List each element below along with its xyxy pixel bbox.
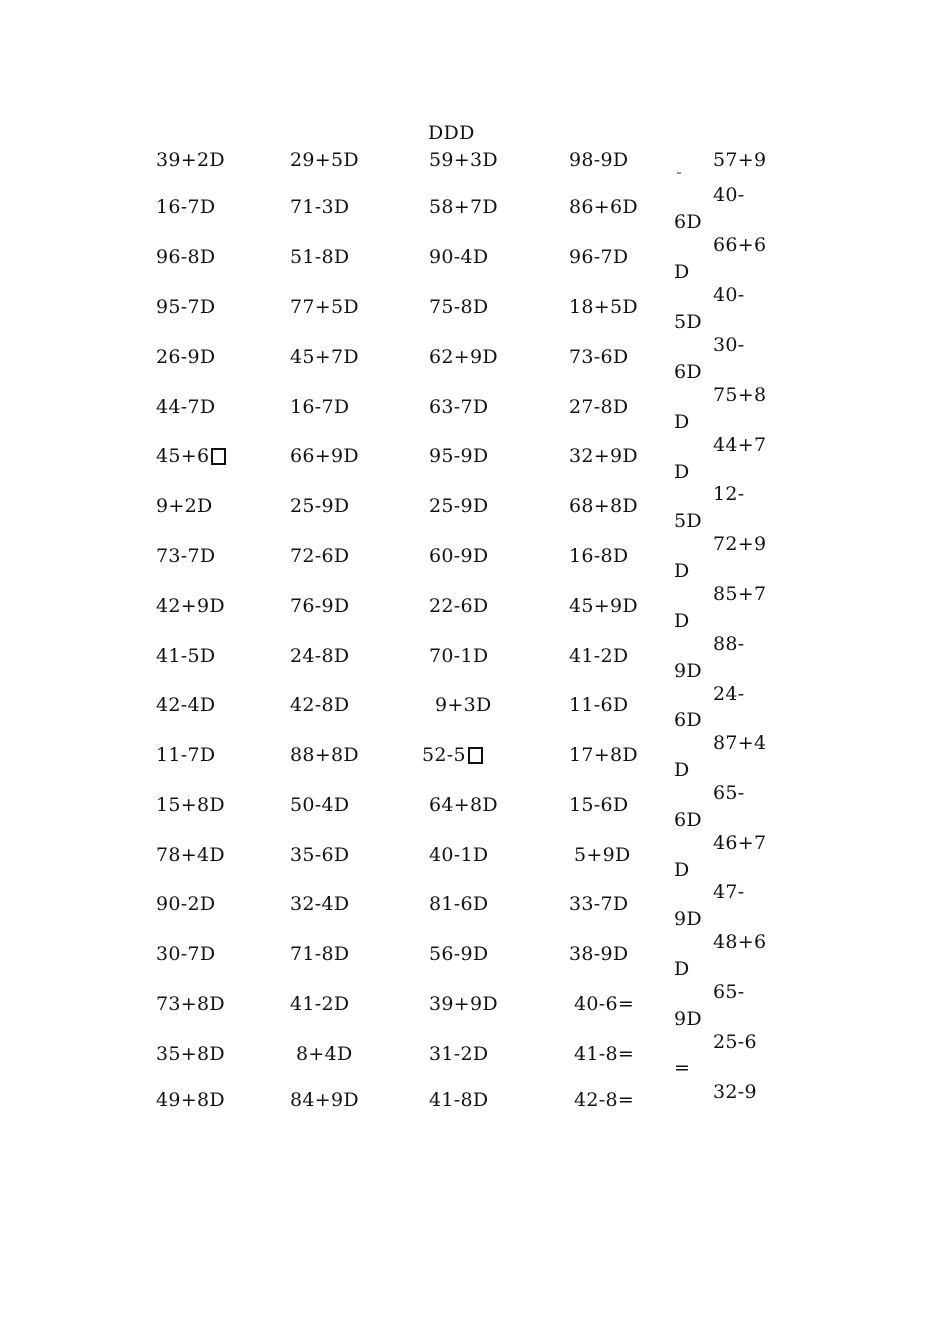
fragment-c5-r16: D <box>674 958 690 980</box>
problem-c4-r12: 11-6D <box>569 694 629 716</box>
problem-c2-r6: 16-7D <box>290 396 350 418</box>
problem-c6-r1: 57+9 <box>713 149 767 171</box>
problem-c2-r8: 25-9D <box>290 495 350 517</box>
problem-c2-r14: 50-4D <box>290 794 350 816</box>
fragment-c5-r5: D <box>674 411 690 433</box>
problem-c6-r11: 88- <box>713 633 745 655</box>
problem-c4-r6: 27-8D <box>569 396 629 418</box>
problem-c3-r10: 22-6D <box>429 595 489 617</box>
problem-c2-r16: 32-4D <box>290 893 350 915</box>
problem-c1-r5: 26-9D <box>156 346 216 368</box>
fragment-c5-r4: 6D <box>674 361 702 383</box>
problem-c2-r20: 84+9D <box>290 1089 359 1111</box>
problem-c3-r17: 56-9D <box>429 943 489 965</box>
problem-c3-r3: 90-4D <box>429 246 489 268</box>
problem-c1-r16: 90-2D <box>156 893 216 915</box>
problem-c2-r9: 72-6D <box>290 545 350 567</box>
problem-c2-r11: 24-8D <box>290 645 350 667</box>
fragment-c5-r6: D <box>674 461 690 483</box>
problem-c3-r11: 70-1D <box>429 645 489 667</box>
problem-c2-r12: 42-8D <box>290 694 350 716</box>
fragment-c5-r10: 9D <box>674 660 702 682</box>
problem-c1-r4: 95-7D <box>156 296 216 318</box>
problem-c3-r9: 60-9D <box>429 545 489 567</box>
problem-c6-r15: 46+7 <box>713 832 767 854</box>
problem-c3-r14: 64+8D <box>429 794 498 816</box>
fragment-c5-r7: 5D <box>674 510 702 532</box>
problem-c6-r7: 44+7 <box>713 434 767 456</box>
problem-c4-r17: 38-9D <box>569 943 629 965</box>
problem-c3-r7: 95-9D <box>429 445 489 467</box>
problem-c2-r2: 71-3D <box>290 196 350 218</box>
problem-c4-r15: 5+9D <box>574 844 631 866</box>
problem-c2-r7: 66+9D <box>290 445 359 467</box>
problem-c2-r15: 35-6D <box>290 844 350 866</box>
problem-c3-r18: 39+9D <box>429 993 498 1015</box>
problem-c6-r3: 66+6 <box>713 234 767 256</box>
problem-c1-r17: 30-7D <box>156 943 216 965</box>
worksheet-header: DDD <box>428 122 475 144</box>
problem-c3-r8: 25-9D <box>429 495 489 517</box>
fragment-c5-r1: 6D <box>674 211 702 233</box>
problem-c1-r7 <box>156 445 226 467</box>
problem-c1-r19: 35+8D <box>156 1043 225 1065</box>
problem-c4-r20: 42-8= <box>574 1089 635 1111</box>
problem-c1-r10: 42+9D <box>156 595 225 617</box>
problem-c1-r11: 41-5D <box>156 645 216 667</box>
problem-c2-r4: 77+5D <box>290 296 359 318</box>
problem-c4-r1: 98-9D <box>569 149 629 171</box>
problem-c2-r18: 41-2D <box>290 993 350 1015</box>
problem-c1-r9: 73-7D <box>156 545 216 567</box>
problem-c1-r15: 78+4D <box>156 844 225 866</box>
problem-c3-r2: 58+7D <box>429 196 498 218</box>
problem-c1-r3: 96-8D <box>156 246 216 268</box>
problem-c1-r20: 49+8D <box>156 1089 225 1111</box>
fragment-c5-r14: D <box>674 859 690 881</box>
answer-box-icon <box>468 747 483 764</box>
problem-c4-r14: 15-6D <box>569 794 629 816</box>
problem-c4-r4: 18+5D <box>569 296 638 318</box>
problem-c3-r15: 40-1D <box>429 844 489 866</box>
problem-c2-r3: 51-8D <box>290 246 350 268</box>
problem-c4-r2: 86+6D <box>569 196 638 218</box>
problem-c6-r5: 30- <box>713 334 745 356</box>
problem-c6-r8: 12- <box>713 483 745 505</box>
problem-c2-r13: 88+8D <box>290 744 359 766</box>
problem-c6-r20: 32-9 <box>713 1081 757 1103</box>
problem-c3-r20: 41-8D <box>429 1089 489 1111</box>
problem-c3-r1: 59+3D <box>429 149 498 171</box>
problem-c6-r4: 40- <box>713 284 745 306</box>
fragment-c5-r13: 6D <box>674 809 702 831</box>
problem-c2-r1: 29+5D <box>290 149 359 171</box>
problem-c6-r16: 47- <box>713 881 745 903</box>
fragment-c5-r15: 9D <box>674 908 702 930</box>
tick-mark: ˜ <box>676 171 682 185</box>
fragment-c5-r8: D <box>674 560 690 582</box>
problem-c4-r16: 33-7D <box>569 893 629 915</box>
problem-c3-r13 <box>422 744 483 766</box>
problem-c4-r5: 73-6D <box>569 346 629 368</box>
problem-c4-r7: 32+9D <box>569 445 638 467</box>
problem-c3-r4: 75-8D <box>429 296 489 318</box>
answer-box-icon <box>211 448 226 465</box>
problem-text: 52-5 <box>422 744 466 766</box>
fragment-c5-r12: D <box>674 759 690 781</box>
problem-c4-r3: 96-7D <box>569 246 629 268</box>
problem-c3-r5: 62+9D <box>429 346 498 368</box>
fragment-c5-r18: = <box>674 1057 691 1079</box>
problem-c6-r12: 24- <box>713 683 745 705</box>
problem-c2-r10: 76-9D <box>290 595 350 617</box>
problem-c4-r18: 40-6= <box>574 993 635 1015</box>
fragment-c5-r9: D <box>674 610 690 632</box>
problem-c6-r10: 85+7 <box>713 583 767 605</box>
fragment-c5-r17: 9D <box>674 1008 702 1030</box>
problem-c1-r12: 42-4D <box>156 694 216 716</box>
fragment-c5-r3: 5D <box>674 311 702 333</box>
problem-c6-r14: 65- <box>713 782 745 804</box>
problem-c6-r17: 48+6 <box>713 931 767 953</box>
problem-c6-r18: 65- <box>713 981 745 1003</box>
problem-c1-r14: 15+8D <box>156 794 225 816</box>
problem-c1-r8: 9+2D <box>156 495 213 517</box>
problem-c6-r19: 25-6 <box>713 1031 757 1053</box>
problem-c4-r19: 41-8= <box>574 1043 635 1065</box>
problem-c1-r13: 11-7D <box>156 744 216 766</box>
problem-c3-r16: 81-6D <box>429 893 489 915</box>
problem-c6-r13: 87+4 <box>713 732 767 754</box>
fragment-c5-r11: 6D <box>674 709 702 731</box>
problem-c1-r18: 73+8D <box>156 993 225 1015</box>
problem-text: 45+6 <box>156 445 210 467</box>
problem-c1-r2: 16-7D <box>156 196 216 218</box>
problem-c2-r19: 8+4D <box>296 1043 353 1065</box>
problem-c4-r13: 17+8D <box>569 744 638 766</box>
problem-c3-r12: 9+3D <box>435 694 492 716</box>
problem-c2-r5: 45+7D <box>290 346 359 368</box>
problem-c4-r11: 41-2D <box>569 645 629 667</box>
problem-c3-r6: 63-7D <box>429 396 489 418</box>
fragment-c5-r2: D <box>674 261 690 283</box>
problem-c6-r9: 72+9 <box>713 533 767 555</box>
problem-c6-r6: 75+8 <box>713 384 767 406</box>
problem-c4-r8: 68+8D <box>569 495 638 517</box>
problem-c4-r9: 16-8D <box>569 545 629 567</box>
problem-c1-r6: 44-7D <box>156 396 216 418</box>
problem-c2-r17: 71-8D <box>290 943 350 965</box>
problem-c6-r2: 40- <box>713 184 745 206</box>
problem-c1-r1: 39+2D <box>156 149 225 171</box>
problem-c3-r19: 31-2D <box>429 1043 489 1065</box>
problem-c4-r10: 45+9D <box>569 595 638 617</box>
